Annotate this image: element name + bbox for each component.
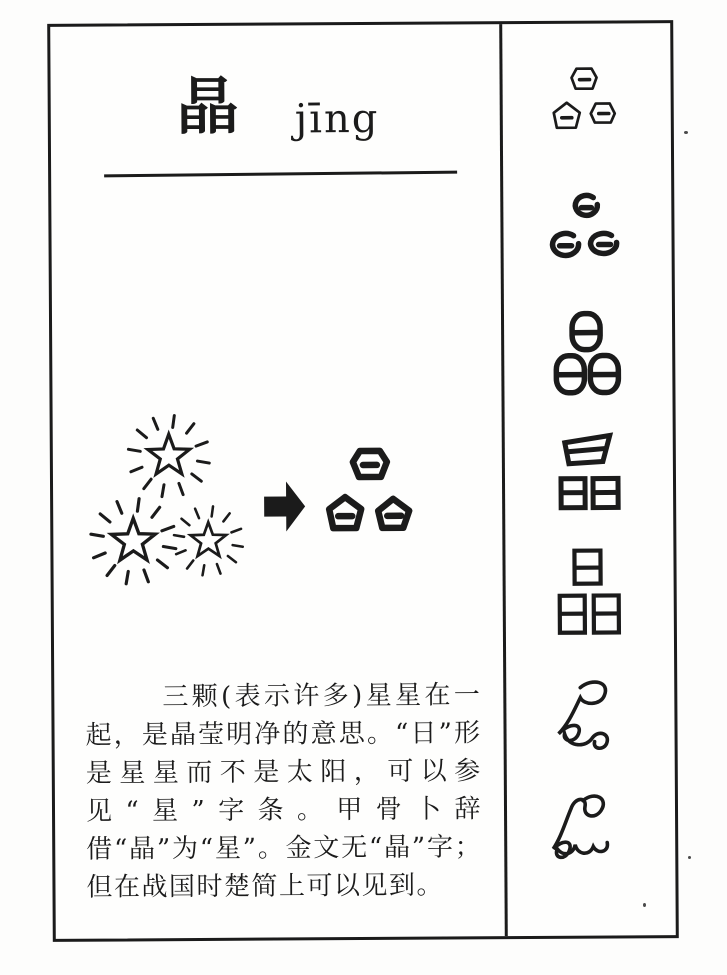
etymology-illustration bbox=[71, 407, 442, 634]
script-form-clerical bbox=[517, 426, 658, 527]
sparkling-stars-icon bbox=[90, 415, 243, 584]
entry-character: 晶 bbox=[176, 69, 239, 144]
title-rule bbox=[104, 171, 457, 177]
right-arrow-icon bbox=[264, 481, 305, 531]
script-form-cursive bbox=[518, 675, 659, 776]
scan-speck bbox=[688, 856, 691, 859]
page-frame bbox=[47, 20, 679, 942]
entry-pinyin: jīng bbox=[294, 95, 380, 143]
scan-speck bbox=[684, 131, 688, 134]
script-form-cursive-variant bbox=[519, 790, 660, 891]
explanation-paragraph: 三颗(表示许多)星星在一起，是晶莹明净的意思。“日”形是星星而不是太阳，可以参见“星”字条。甲骨卜辞借“晶”为“星”。金文无“晶”字；但在战国时楚简上可以见到。 bbox=[85, 680, 483, 903]
scan-speck bbox=[643, 903, 646, 907]
script-form-seal bbox=[516, 308, 657, 409]
script-form-oracle-bone bbox=[514, 53, 655, 154]
column-divider bbox=[499, 24, 508, 936]
ancient-jing-glyph bbox=[329, 451, 409, 528]
script-form-regular bbox=[517, 546, 658, 647]
script-form-bronze bbox=[515, 180, 656, 281]
